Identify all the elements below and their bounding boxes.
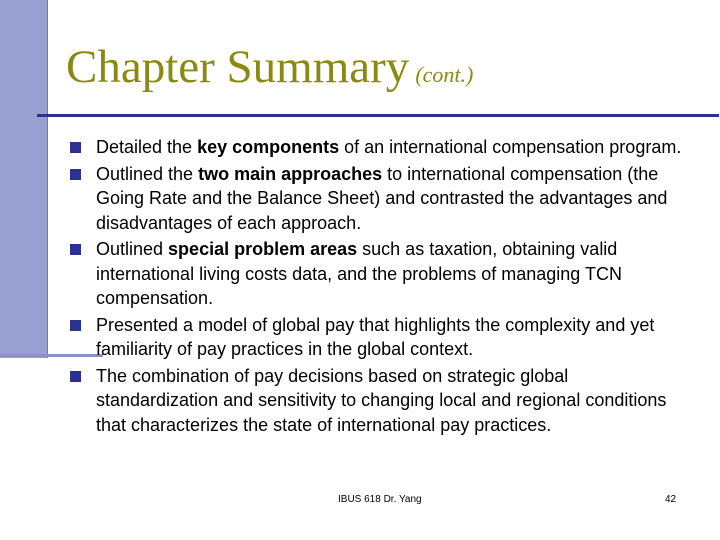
square-bullet-icon (70, 169, 81, 180)
bullet-text: Outlined (96, 239, 169, 259)
title-suffix: (cont.) (415, 62, 474, 87)
bullet-text: Presented a model of global pay that highlights the complexity and yet familiarity of pay practices in the global context. (96, 314, 655, 359)
sidebar-decoration (0, 0, 47, 358)
square-bullet-icon (70, 320, 81, 331)
bullet-item (70, 135, 690, 160)
bullet-item (70, 364, 690, 438)
square-bullet-icon (70, 371, 81, 382)
square-bullet-icon (70, 244, 81, 255)
sidebar-edge-decoration (47, 0, 48, 358)
bullet-text: Detailed the (96, 137, 198, 157)
bullet-item (70, 313, 690, 362)
page-number: 42 (665, 494, 677, 505)
bullet-text: such as taxation, obtaining valid international living costs data, and the problems of managing TCN compensation. (96, 239, 622, 308)
bullet-list (70, 135, 690, 439)
title-divider (37, 114, 719, 117)
bullet-item (70, 237, 690, 311)
bullet-text: to international compensation (the Going Rate and the Balance Sheet) and contrasted the advantages and disadvantages of each approach. (96, 163, 668, 233)
slide-footer: IBUS 618 Dr. Yang (338, 494, 422, 505)
bullet-text: The combination of pay decisions based on strategic global standardization and sensitivity to changing local and regional conditions that characterizes the state of international pay practices. (96, 365, 667, 435)
bullet-emphasis: key components (197, 137, 340, 157)
bullet-text: of an international compensation program. (339, 137, 682, 157)
bullet-text: Outlined the (96, 163, 199, 184)
bullet-item (70, 162, 690, 236)
title-main: Chapter Summary (66, 41, 410, 93)
slide-title (66, 40, 473, 94)
bullet-emphasis: special problem areas (168, 239, 358, 259)
bullet-emphasis: two main approaches (198, 163, 383, 184)
square-bullet-icon (70, 142, 81, 153)
